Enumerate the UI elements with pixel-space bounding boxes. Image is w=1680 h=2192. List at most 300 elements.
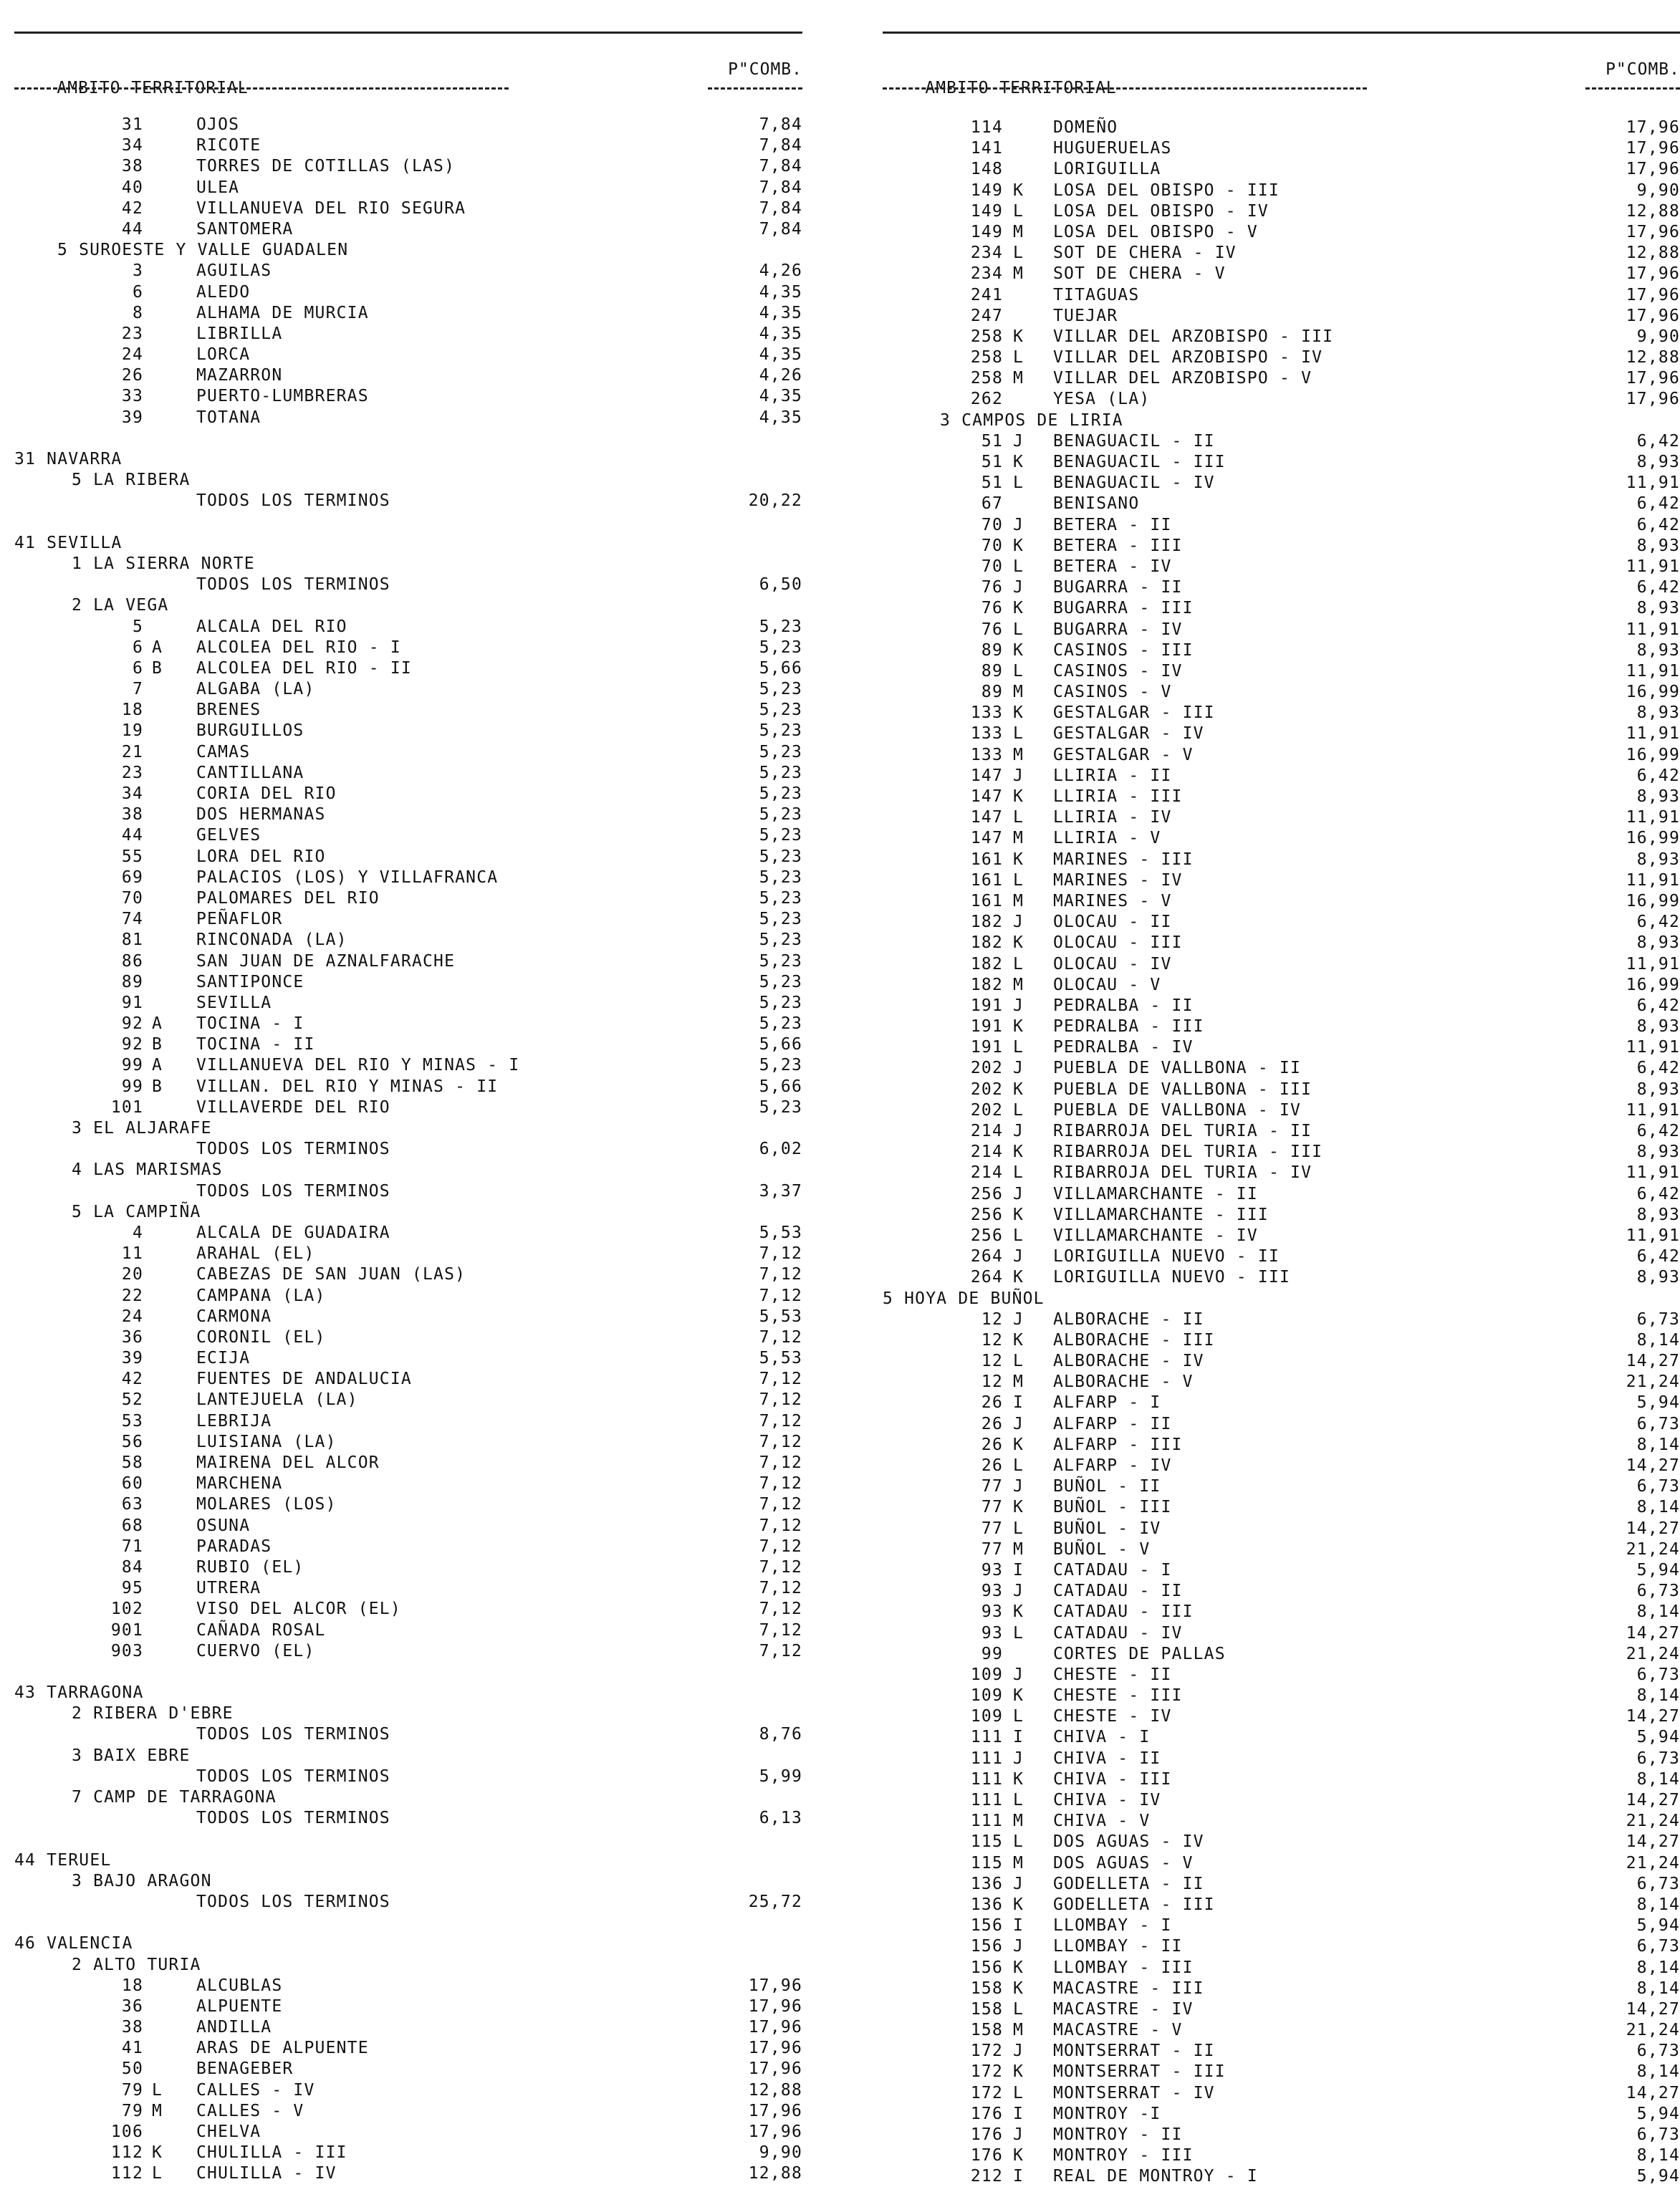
heading-label: 41 SEVILLA (14, 533, 123, 552)
heading-label: 5 SUROESTE Y VALLE GUADALEN (57, 241, 349, 260)
row-suffix: I (1013, 1560, 1024, 1580)
row-suffix: M (1013, 264, 1024, 284)
row-value: 5,66 (759, 1077, 802, 1096)
row-code: 31 (121, 115, 143, 134)
heading-label: 5 LA CAMPIÑA (72, 1202, 201, 1221)
heading-label: 3 BAIX EBRE (72, 1746, 191, 1765)
row-name: MARCHENA (196, 1474, 283, 1494)
row-value: 5,99 (759, 1766, 802, 1786)
province-heading (14, 533, 802, 554)
table-row (883, 536, 1680, 557)
table-row (14, 1390, 802, 1410)
table-row (14, 261, 802, 282)
row-name: CASINOS - V (1053, 683, 1172, 702)
row-code: 89 (981, 683, 1003, 702)
row-name: ALHAMA DE MURCIA (196, 303, 369, 322)
row-value: 14,27 (1626, 1519, 1680, 1538)
table-row (14, 1244, 802, 1264)
table-row (14, 1327, 802, 1348)
table-row (883, 954, 1680, 975)
row-name: CAMPANA (LA) (196, 1286, 326, 1305)
table-row (883, 1895, 1680, 1915)
row-code: 149 (970, 201, 1003, 221)
row-value: 5,23 (759, 1056, 802, 1075)
row-name: SAN JUAN DE AZNALFARACHE (196, 951, 456, 971)
row-suffix: I (1013, 1916, 1024, 1936)
table-row (14, 930, 802, 951)
row-name: GELVES (196, 826, 261, 845)
row-code: 70 (981, 536, 1003, 555)
row-suffix: K (1013, 599, 1024, 618)
row-code: 202 (970, 1100, 1003, 1120)
row-code: 112 (110, 2164, 143, 2183)
row-name: BUÑOL - III (1053, 1498, 1172, 1517)
row-name: OLOCAU - II (1053, 913, 1172, 932)
row-name: LORIGUILLA (1053, 160, 1161, 179)
row-code: 12 (981, 1309, 1003, 1329)
row-code: 23 (121, 324, 143, 343)
table-row (883, 452, 1680, 473)
row-value: 7,84 (759, 219, 802, 239)
row-code: 109 (970, 1707, 1003, 1726)
row-code: 58 (121, 1453, 143, 1472)
row-suffix: K (1013, 1080, 1024, 1099)
table-row (883, 1267, 1680, 1288)
row-name: ECIJA (196, 1349, 251, 1368)
row-code: 33 (121, 387, 143, 406)
row-value: 8,14 (1636, 1498, 1680, 1517)
table-row (883, 222, 1680, 243)
row-name: BUÑOL - II (1053, 1477, 1161, 1496)
row-name: HUGUERUELAS (1053, 139, 1172, 158)
row-code: 102 (110, 1600, 143, 1619)
row-name: RIBARROJA DEL TURIA - IV (1053, 1163, 1312, 1183)
table-row (883, 2041, 1680, 2062)
row-value: 7,12 (759, 1516, 802, 1535)
heading-label: 4 LAS MARISMAS (72, 1160, 223, 1180)
table-row (14, 198, 802, 219)
row-name: ANDILLA (196, 2018, 272, 2037)
row-value: 5,94 (1636, 2104, 1680, 2123)
row-name: ARAHAL (EL) (196, 1244, 315, 1264)
heading-label: 7 CAMP DE TARRAGONA (72, 1788, 277, 1807)
row-value: 5,23 (759, 784, 802, 803)
row-code: 50 (121, 2059, 143, 2079)
row-code: 44 (121, 219, 143, 239)
row-code: 20 (121, 1265, 143, 1284)
row-suffix: K (1013, 1435, 1024, 1454)
row-name: RIBARROJA DEL TURIA - II (1053, 1122, 1312, 1140)
row-value: 6,42 (1636, 1184, 1680, 1203)
row-suffix: M (1013, 975, 1024, 994)
table-row (883, 473, 1680, 494)
row-name: LLOMBAY - I (1053, 1916, 1172, 1936)
row-suffix: J (1013, 1414, 1024, 1433)
table-row (14, 1432, 802, 1453)
row-name: MACASTRE - V (1053, 2021, 1183, 2040)
table-row (883, 2062, 1680, 2082)
row-value: 21,24 (1626, 1853, 1680, 1873)
row-code: 77 (981, 1477, 1003, 1496)
region-heading (14, 1746, 802, 1766)
row-name: CHIVA - I (1053, 1728, 1151, 1747)
row-suffix: L (1013, 620, 1024, 639)
row-code: 115 (970, 1853, 1003, 1873)
row-suffix: J (1013, 1247, 1024, 1266)
table-row (883, 1435, 1680, 1456)
row-suffix: M (1013, 1812, 1024, 1831)
table-row (14, 1223, 802, 1244)
spacer (14, 1913, 802, 1933)
row-name: CORONIL (EL) (196, 1327, 326, 1347)
row-suffix: L (1013, 1456, 1024, 1475)
row-value: 8,14 (1636, 2146, 1680, 2165)
row-code: 136 (970, 1874, 1003, 1893)
row-code: 52 (121, 1390, 143, 1410)
row-suffix: K (1013, 1895, 1024, 1914)
row-name: CALLES - V (196, 2101, 304, 2120)
row-name: PEÑAFLOR (196, 910, 283, 929)
table-row (883, 1706, 1680, 1727)
row-value: 11,91 (1626, 808, 1680, 827)
row-value: 14,27 (1626, 1352, 1680, 1371)
row-code: 91 (121, 993, 143, 1012)
row-code: 262 (970, 390, 1003, 409)
row-name: LLOMBAY - III (1053, 1958, 1194, 1977)
table-row (883, 138, 1680, 159)
row-code: 89 (121, 972, 143, 991)
row-value: 8,93 (1636, 536, 1680, 555)
row-name: MONTROY - III (1053, 2146, 1194, 2165)
table-row (883, 933, 1680, 953)
table-row (14, 1369, 802, 1390)
row-name: RICOTE (196, 136, 261, 155)
row-value: 7,12 (759, 1432, 802, 1451)
row-value: 6,42 (1636, 1247, 1680, 1266)
table-row (14, 951, 802, 972)
row-code: 38 (121, 2018, 143, 2037)
table-row (14, 1307, 802, 1327)
table-row (883, 1644, 1680, 1665)
row-name: LLIRIA - IV (1053, 808, 1172, 827)
row-value: 6,42 (1636, 1122, 1680, 1140)
row-name: BRENES (196, 701, 261, 720)
row-suffix: M (1013, 891, 1024, 910)
row-code: 22 (121, 1286, 143, 1305)
row-suffix: L (1013, 1623, 1024, 1643)
row-value: 8,14 (1636, 1330, 1680, 1350)
row-name: GESTALGAR - III (1053, 703, 1215, 723)
heading-label: 1 LA SIERRA NORTE (72, 554, 255, 573)
row-value: 6,73 (1636, 1937, 1680, 1956)
row-name: OLOCAU - V (1053, 975, 1161, 994)
region-heading (14, 595, 802, 616)
row-name: BUÑOL - IV (1053, 1519, 1161, 1538)
row-value: 5,23 (759, 847, 802, 866)
row-value: 5,53 (759, 1349, 802, 1368)
row-name: LOSA DEL OBISPO - III (1053, 181, 1280, 200)
row-value: 5,94 (1636, 1560, 1680, 1580)
row-name: LEBRIJA (196, 1411, 272, 1431)
table-row (883, 1121, 1680, 1142)
row-name: LOSA DEL OBISPO - IV (1053, 201, 1269, 221)
row-code: 26 (981, 1414, 1003, 1433)
row-code: 51 (981, 453, 1003, 471)
row-suffix: M (1013, 1539, 1024, 1559)
row-code: 214 (970, 1122, 1003, 1140)
row-value: 4,35 (759, 408, 802, 427)
row-name: VISO DEL ALCOR (EL) (196, 1600, 401, 1619)
row-name: BURGUILLOS (196, 721, 304, 741)
row-code: 51 (981, 474, 1003, 493)
table-row (14, 2080, 802, 2101)
row-value: 8,93 (1636, 850, 1680, 869)
row-name: MONTSERRAT - IV (1053, 2083, 1215, 2102)
row-value: 8,14 (1636, 1979, 1680, 1998)
row-code: 202 (970, 1059, 1003, 1078)
row-name: CHESTE - IV (1053, 1707, 1172, 1726)
heading-label: 31 NAVARRA (14, 450, 123, 468)
row-code: 89 (981, 661, 1003, 681)
row-name: ALCUBLAS (196, 1976, 283, 1995)
table-row (883, 1769, 1680, 1790)
row-value: 17,96 (748, 2059, 802, 2079)
row-code: 26 (121, 366, 143, 385)
row-name: ARAS DE ALPUENTE (196, 2039, 369, 2058)
row-code: 60 (121, 1474, 143, 1494)
row-value: 8,14 (1636, 2062, 1680, 2082)
row-name: SANTIPONCE (196, 972, 304, 991)
row-name: TOTANA (196, 408, 261, 427)
row-code: 161 (970, 870, 1003, 890)
row-value: 17,96 (748, 2101, 802, 2120)
row-name: TODOS LOS TERMINOS (196, 1181, 390, 1201)
heading-label: 5 LA RIBERA (72, 471, 191, 490)
table-row (883, 598, 1680, 619)
row-name: PUEBLA DE VALLBONA - II (1053, 1059, 1302, 1078)
table-row (14, 408, 802, 428)
row-value: 12,88 (1626, 201, 1680, 221)
row-code: 158 (970, 2021, 1003, 2040)
table-row (14, 2017, 802, 2038)
province-heading (14, 449, 802, 470)
province-heading (14, 1933, 802, 1954)
row-code: 182 (970, 913, 1003, 932)
table-row (14, 1034, 802, 1055)
table-row (14, 303, 802, 324)
row-suffix: J (1013, 1122, 1024, 1140)
row-suffix: M (1013, 683, 1024, 702)
row-code: 106 (110, 2123, 143, 2141)
row-code: 42 (121, 1370, 143, 1389)
region-heading (14, 1703, 802, 1724)
row-value: 5,94 (1636, 1728, 1680, 1747)
table-row (883, 1080, 1680, 1100)
row-code: 6 (132, 658, 143, 678)
row-suffix: B (152, 1035, 163, 1054)
row-code: 19 (121, 721, 143, 741)
row-name: ALFARP - III (1053, 1435, 1183, 1454)
row-value: 17,96 (1626, 369, 1680, 388)
row-name: RUBIO (EL) (196, 1557, 304, 1577)
top-rule (14, 32, 802, 34)
row-code: 76 (981, 578, 1003, 597)
row-name: REAL DE MONTROY - I (1053, 2167, 1258, 2186)
row-name: PUEBLA DE VALLBONA - III (1053, 1080, 1312, 1099)
table-row (883, 1519, 1680, 1539)
row-suffix: L (1013, 1100, 1024, 1120)
row-value: 11,91 (1626, 661, 1680, 681)
row-value: 8,14 (1636, 1435, 1680, 1454)
row-name: LORCA (196, 345, 251, 365)
row-name: PARADAS (196, 1537, 272, 1556)
table-row (883, 1560, 1680, 1581)
row-value: 8,93 (1636, 453, 1680, 471)
table-row (14, 658, 802, 679)
row-suffix: L (1013, 1519, 1024, 1538)
row-value: 5,23 (759, 805, 802, 825)
row-value: 7,84 (759, 178, 802, 197)
table-row (14, 2122, 802, 2143)
row-name: OLOCAU - III (1053, 933, 1183, 953)
row-suffix: J (1013, 2125, 1024, 2144)
table-row (14, 1724, 802, 1745)
row-value: 17,96 (1626, 306, 1680, 325)
row-value: 8,93 (1636, 787, 1680, 806)
table-row (883, 117, 1680, 138)
row-name: TOCINA - II (196, 1035, 315, 1054)
row-name: BUGARRA - IV (1053, 620, 1183, 639)
row-code: 6 (132, 282, 143, 302)
row-code: 161 (970, 891, 1003, 910)
row-value: 17,96 (1626, 264, 1680, 284)
row-code: 202 (970, 1080, 1003, 1099)
row-name: FUENTES DE ANDALUCIA (196, 1370, 412, 1389)
row-code: 156 (970, 1937, 1003, 1956)
row-name: ALBORACHE - III (1053, 1330, 1215, 1350)
row-code: 56 (121, 1432, 143, 1451)
row-value: 11,91 (1626, 620, 1680, 639)
row-value: 4,26 (759, 366, 802, 385)
row-name: MACASTRE - III (1053, 1979, 1204, 1998)
row-name: ULEA (196, 178, 240, 197)
row-code: 191 (970, 996, 1003, 1015)
table-row (14, 742, 802, 763)
row-value: 7,12 (759, 1620, 802, 1640)
table-row (14, 135, 802, 156)
row-code: 93 (981, 1560, 1003, 1580)
row-suffix: M (1013, 829, 1024, 848)
table-row (14, 2059, 802, 2080)
table-row (14, 763, 802, 784)
row-name: VILLANUEVA DEL RIO Y MINAS - I (196, 1056, 520, 1075)
row-code: 247 (970, 306, 1003, 325)
row-suffix: K (1013, 1017, 1024, 1037)
row-value: 5,66 (759, 658, 802, 678)
table-row (883, 159, 1680, 180)
row-value: 5,23 (759, 701, 802, 720)
heading-label: 5 HOYA DE BUÑOL (883, 1289, 1045, 1308)
table-row (883, 828, 1680, 849)
region-heading (14, 1787, 802, 1808)
row-name: TORRES DE COTILLAS (LAS) (196, 157, 456, 176)
row-name: CHIVA - II (1053, 1749, 1161, 1768)
row-value: 8,76 (759, 1725, 802, 1744)
table-row (883, 557, 1680, 577)
table-body (14, 115, 802, 2185)
row-name: CATADAU - IV (1053, 1623, 1183, 1643)
table-row (883, 1456, 1680, 1476)
row-name: ALFARP - IV (1053, 1456, 1172, 1475)
table-row (14, 345, 802, 365)
row-name: CHIVA - III (1053, 1769, 1172, 1789)
row-value: 12,88 (1626, 244, 1680, 263)
row-value: 21,24 (1626, 1812, 1680, 1831)
row-value: 7,12 (759, 1600, 802, 1619)
row-code: 39 (121, 408, 143, 427)
row-name: BENAGUACIL - III (1053, 453, 1226, 471)
heading-label: 2 RIBERA D'EBRE (72, 1704, 234, 1724)
row-name: CANTILLANA (196, 763, 304, 782)
header-ambito-territorial: AMBITO TERRITORIAL (57, 79, 249, 97)
row-name: TODOS LOS TERMINOS (196, 1140, 390, 1159)
row-value: 12,88 (1626, 348, 1680, 367)
row-value: 5,94 (1636, 1916, 1680, 1936)
table-row (883, 1100, 1680, 1121)
table-row (883, 1184, 1680, 1205)
table-row (14, 491, 802, 511)
row-name: BENISANO (1053, 494, 1140, 514)
row-code: 92 (121, 1014, 143, 1034)
row-value: 17,96 (1626, 139, 1680, 158)
row-value: 7,12 (759, 1265, 802, 1284)
table-row (883, 787, 1680, 807)
row-value: 12,88 (748, 2080, 802, 2100)
row-value: 5,23 (759, 1014, 802, 1034)
row-name: MONTSERRAT - II (1053, 2042, 1215, 2061)
row-code: 6 (132, 638, 143, 657)
table-row (883, 1749, 1680, 1769)
row-value: 6,42 (1636, 578, 1680, 597)
row-suffix: M (1013, 1853, 1024, 1873)
table-row (883, 807, 1680, 828)
row-name: TODOS LOS TERMINOS (196, 491, 390, 511)
row-name: CUERVO (EL) (196, 1641, 315, 1660)
table-row (883, 620, 1680, 640)
row-code: 77 (981, 1519, 1003, 1538)
row-value: 7,12 (759, 1537, 802, 1556)
row-value: 5,23 (759, 1097, 802, 1117)
row-value: 6,42 (1636, 431, 1680, 451)
row-value: 7,12 (759, 1370, 802, 1389)
table-header (14, 60, 802, 97)
row-name: CAMAS (196, 742, 251, 761)
row-code: 5 (132, 617, 143, 636)
row-name: LLIRIA - V (1053, 829, 1161, 848)
row-name: MARINES - IV (1053, 870, 1183, 890)
row-value: 7,84 (759, 198, 802, 218)
row-code: 114 (970, 118, 1003, 137)
region-heading (14, 1118, 802, 1139)
table-row (883, 1414, 1680, 1435)
row-code: 161 (970, 850, 1003, 869)
table-row (14, 156, 802, 177)
row-name: LIBRILLA (196, 324, 283, 343)
row-name: GODELLETA - III (1053, 1895, 1215, 1914)
row-name: CASINOS - IV (1053, 661, 1183, 681)
table-row (883, 766, 1680, 787)
row-value: 9,90 (1636, 181, 1680, 200)
